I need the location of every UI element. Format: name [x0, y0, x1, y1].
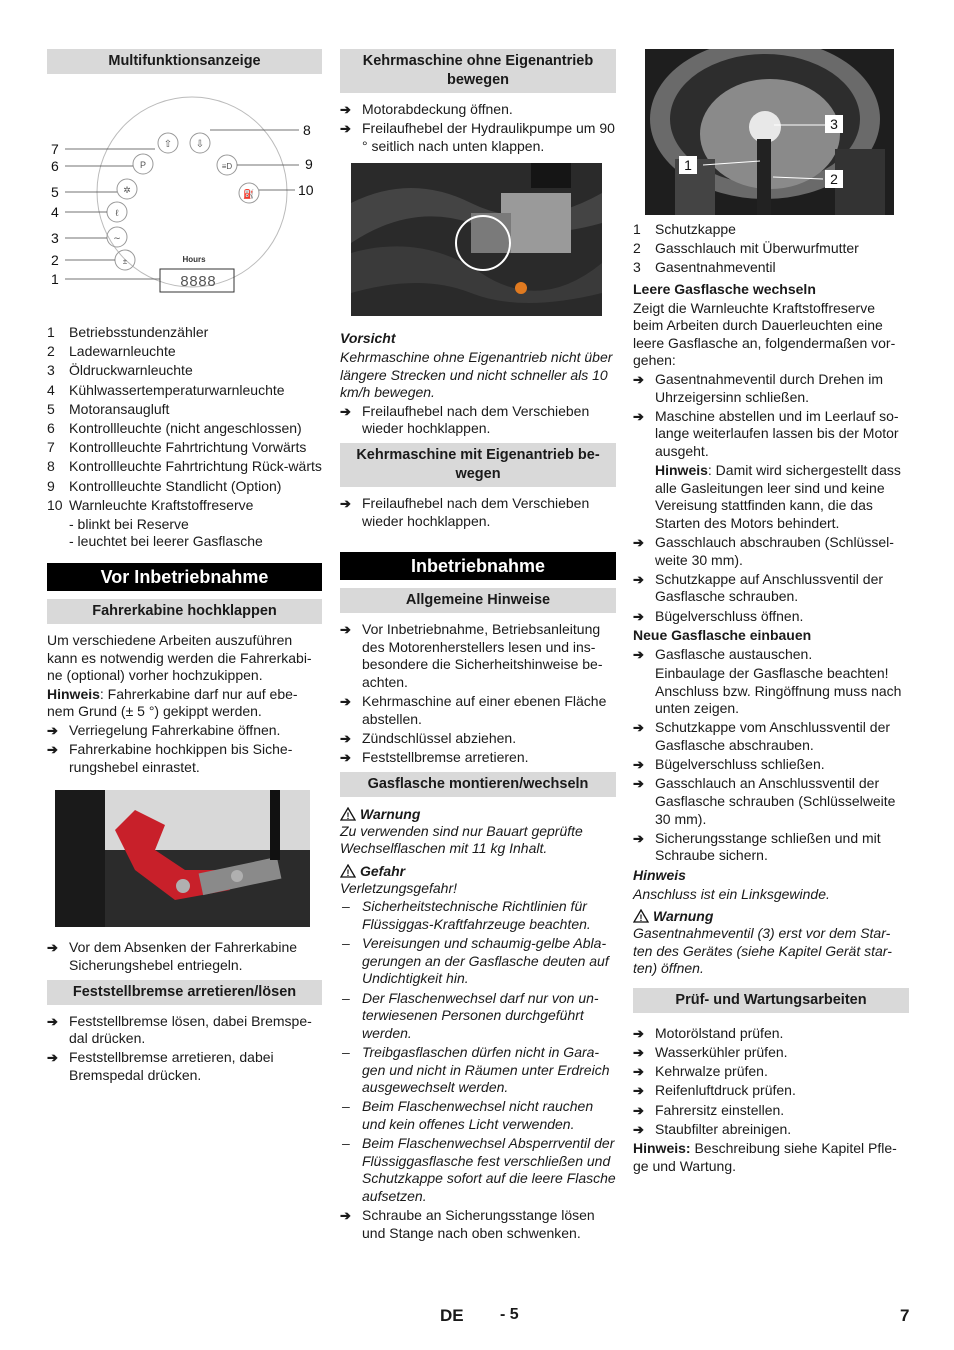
column-3: 3 1 2 1 Schutzkappe 2 Gasschlauch mit Überwurfmutter 3 Gasentnahmeventil Leere Gasflasche wechseln Zeigt die Warnleuchte Kraftstoffreserve beim Arbeiten durch Dauerleuchten eine leere Gasflasche an, folgendermaßen vor-gehen: ➔ Gasentnahmeventil durch Drehen im Uhrzeigersinn schließen. ➔ Maschine abstellen und im Leerlauf so-lange weiterlaufen lassen bis der Motor ausgeht. Hinweis: Damit wird sichergestellt dass alle Gasleitungen leer sind und keine Vereisung stattfinden kann, die das Starten des Motors behindert. ➔ Gasschlauch abschrauben (Schlüssel-weite 30 mm). ➔ Schutzkappe auf Anschlussventil der Gasflasche schrauben. ➔ Bügelverschluss öffnen. Neue Gasflasche einbauen ➔ Gasflasche austauschen. Einbaulage der Gasflasche beachten! Anschluss bzw. Ringöffnung muss nach unten zeigen. ➔ Schutzkappe vom Anschlussventil der Gasflasche abschrauben. ➔ Bügelverschluss schließen. ➔ Gasschlauch an Anschlussventil der Gasflasche schrauben (Schlüsselweite 30 mm). ➔ Sicherungsstange schließen und mit Schraube sichern. Hinweis Anschluss ist ein Linksgewinde. ! Warnung Gasentnahmeventil (3) erst vor dem Star-ten des Gerätes (siehe Kapitel Gerät star-ten) öffnen. Prüf- und Wartungsarbeiten ➔ Motorölstand prüfen. ➔ Wasserkühler prüfen. ➔ Kehrwalze prüfen. ➔ Reifenluftdruck prüfen. ➔ Fahrersitz einstellen. ➔ Staubfilter abreinigen. Hinweis: Beschreibung siehe Kapitel Pfle-ge und Wartung. [633, 44, 909, 1176]
arrow-icon: ➔ [633, 608, 644, 624]
photo-gasflasche [645, 49, 894, 215]
arrow-icon: ➔ [633, 1083, 644, 1099]
svg-text:ℓ: ℓ [115, 208, 119, 218]
display-diagram [47, 82, 322, 314]
arrow-icon: ➔ [633, 408, 644, 424]
heading-vor-inbetriebnahme: Vor Inbetriebnahme [47, 563, 322, 591]
footer-page: - 5 [500, 1306, 519, 1323]
footer-language: DE [440, 1306, 464, 1325]
svg-text:✲: ✲ [123, 185, 131, 195]
arrow-icon: ➔ [633, 830, 644, 846]
heading-ohne-eigenantrieb: Kehrmaschine ohne Eigenantrieb bewegen [340, 49, 616, 93]
arrow-icon: ➔ [340, 694, 351, 710]
arrow-icon: ➔ [633, 776, 644, 792]
svg-text:!: ! [639, 913, 643, 924]
photo-sicherungshebel [55, 790, 310, 927]
arrow-icon: ➔ [633, 646, 644, 662]
svg-text:1: 1 [51, 271, 59, 287]
arrow-icon: ➔ [47, 940, 58, 956]
svg-text:⇧: ⇧ [163, 139, 173, 150]
svg-text:3: 3 [51, 230, 59, 246]
svg-text:!: ! [346, 867, 350, 878]
arrow-icon: ➔ [340, 495, 351, 511]
hours-digits: 8888 [179, 274, 217, 291]
arrow-icon: ➔ [633, 571, 644, 587]
svg-text:4: 4 [51, 204, 59, 220]
arrow-icon: ➔ [633, 1045, 644, 1061]
hours-label: Hours [182, 255, 206, 264]
photo-freilaufhebel [351, 163, 602, 316]
heading-multifunktionsanzeige: Multifunktionsanzeige [47, 49, 322, 74]
svg-text:2: 2 [51, 252, 59, 268]
heading-fahrerkabine: Fahrerkabine hochklappen [47, 599, 322, 624]
warning-icon [633, 909, 649, 923]
heading-gasflasche: Gasflasche montieren/wechseln [340, 772, 616, 797]
arrow-icon: ➔ [340, 730, 351, 746]
arrow-icon: ➔ [47, 1050, 58, 1066]
svg-text:1: 1 [684, 157, 692, 173]
arrow-icon: ➔ [633, 1064, 644, 1080]
svg-text:7: 7 [51, 141, 59, 157]
heading-mit-eigenantrieb: Kehrmaschine mit Eigenantrieb be-wegen [340, 443, 616, 487]
arrow-icon: ➔ [633, 720, 644, 736]
arrow-icon: ➔ [47, 1013, 58, 1029]
arrow-icon: ➔ [633, 1102, 644, 1118]
svg-text:⇩: ⇩ [195, 139, 205, 150]
svg-text:8: 8 [303, 122, 311, 138]
svg-text:2: 2 [830, 171, 838, 187]
heading-pruef-wartung: Prüf- und Wartungsarbeiten [633, 988, 909, 1013]
svg-text:6: 6 [51, 158, 59, 174]
arrow-icon: ➔ [47, 742, 58, 758]
heading-leere-gasflasche: Leere Gasflasche wechseln [633, 280, 816, 297]
arrow-icon: ➔ [340, 403, 351, 419]
arrow-icon: ➔ [633, 1025, 644, 1041]
arrow-icon: ➔ [633, 1121, 644, 1137]
arrow-icon: ➔ [340, 102, 351, 117]
svg-text:±: ± [122, 257, 128, 266]
display-legend: 1 Betriebsstundenzähler 2 Ladewarnleuchte 3 Öldruckwarnleuchte 4 Kühlwassertemperaturwarnleuchte 5 Motoransaugluft 6 Kontrollleuchte (nicht angeschlossen) 7 Kontrollleuchte Fahrtrichtung Vorwärts 8 Kontrollleuchte Fahrtrichtung Rück-wärts 9 Kontrollleuchte Standlicht (Option) 10 Warnleuchte Kraftstoffreserve - blinkt bei Reserve - leuchtet bei leerer Gasflasche [47, 324, 322, 550]
arrow-icon: ➔ [340, 750, 351, 766]
svg-text:3: 3 [830, 116, 838, 132]
warning-icon [340, 807, 356, 821]
svg-text:⛽: ⛽ [243, 189, 255, 199]
footer-page-total: 7 [900, 1306, 910, 1325]
svg-text:≡D: ≡D [221, 162, 233, 171]
heading-neue-gasflasche: Neue Gasflasche einbauen [633, 627, 812, 644]
arrow-icon: ➔ [633, 535, 644, 551]
arrow-icon: ➔ [340, 622, 351, 638]
svg-text:!: ! [346, 810, 350, 821]
svg-text:5: 5 [51, 184, 59, 200]
column-1: Multifunktionsanzeige ⇧ ⇩ P ≡D ✲ ⛽ ℓ ∼ ± 8888 Hours 7 6 5 4 3 2 1 8 9 10 1 Betriebsstundenzähler 2 Ladewarnleuchte 3 Öldruckwarnleuchte 4 Kühlwassertemperaturwarnleuchte 5 Motoransaugluft 6 Kontrollleuchte (nicht angeschlossen) 7 Kontrollleuchte Fahrtrichtung Vorwärts 8 Kontrollleuchte Fahrtrichtung Rück-wärts 9 Kontrollleuchte Standlicht (Option) 10 Warnleuchte Kraftstoffreserve - blinkt bei Reserve - leuchtet bei leerer Gasflasche Vor Inbetriebnahme Fahrerkabine hochklappen Um verschiedene Arbeiten auszuführen kann es notwendig werden die Fahrerkabi-ne (optional) vorher hochzukippen. Hinweis: Fahrerkabine darf nur auf ebe-nem Grund (± 5 °) gekippt werden. ➔ Verriegelung Fahrerkabine öffnen. ➔ Fahrerkabine hochkippen bis Siche-rungshebel einrastet. ➔ Vor dem Absenken der Fahrerkabine Sicherungshebel entriegeln. Feststellbremse arretieren/lösen ➔ Feststellbremse lösen, dabei Bremspe-dal drücken. ➔ Feststellbremse arretieren, dabei Bremspedal drücken. [47, 44, 322, 1086]
svg-text:∼: ∼ [113, 233, 121, 243]
arrow-icon: ➔ [47, 723, 58, 739]
display-diagram-svg [47, 82, 322, 314]
arrow-icon: ➔ [340, 1208, 351, 1224]
heading-inbetriebnahme: Inbetriebnahme [340, 552, 616, 580]
arrow-icon: ➔ [633, 371, 644, 387]
svg-text:P: P [139, 160, 147, 170]
column-2: Kehrmaschine ohne Eigenantrieb bewegen ➔ Motorabdeckung öffnen. ➔ Freilaufhebel der Hydraulikpumpe um 90 ° seitlich nach unten klappen. Vorsicht Kehrmaschine ohne Eigenantrieb nicht über längere Strecken und nicht schneller als 10 km/h bewegen. ➔ Freilaufhebel nach dem Verschieben wieder hochklappen. Kehrmaschine mit Eigenantrieb be-wegen ➔ Freilaufhebel nach dem Verschieben wieder hochklappen. Inbetriebnahme Allgemeine Hinweise ➔ Vor Inbetriebnahme, Betriebsanleitung des Motorenherstellers lesen und ins-besondere die Sicherheitshinweise be-achten. ➔ Kehrmaschine auf einer ebenen Fläche abstellen. ➔ Zündschlüssel abziehen. ➔ Feststellbremse arretieren. Gasflasche montieren/wechseln ! Warnung Zu verwenden sind nur Bauart geprüfte Wechselflaschen mit 11 kg Inhalt. ! Gefahr Verletzungsgefahr! – Sicherheitstechnische Richtlinien für Flüssiggas-Kraftfahrzeuge beachten. – Vereisungen und schaumig-gelbe Abla-gerungen an der Gasflasche deuten auf Undichtigkeit hin. – Der Flaschenwechsel darf nur von un-terwiesenen Personen durchgeführt werden. – Treibgasflaschen dürfen nicht in Gara-gen und nicht in Räumen unter Erdreich ausgewechselt werden. – Beim Flaschenwechsel nicht rauchen und kein offenes Licht verwenden. – Beim Flaschenwechsel Absperrventil der Flüssiggasflasche fest verschließen und Schutzkappe sofort auf die leere Flasche aufsetzen. ➔ Schraube an Sicherungsstange lösen und Stange nach oben schwenken. [340, 44, 616, 1244]
warning-icon [340, 864, 356, 878]
arrow-icon: ➔ [340, 121, 351, 137]
svg-text:10: 10 [298, 182, 314, 198]
svg-text:9: 9 [305, 156, 313, 172]
arrow-icon: ➔ [633, 757, 644, 773]
heading-allgemeine-hinweise: Allgemeine Hinweise [340, 588, 616, 613]
heading-feststellbremse: Feststellbremse arretieren/lösen [47, 980, 322, 1005]
